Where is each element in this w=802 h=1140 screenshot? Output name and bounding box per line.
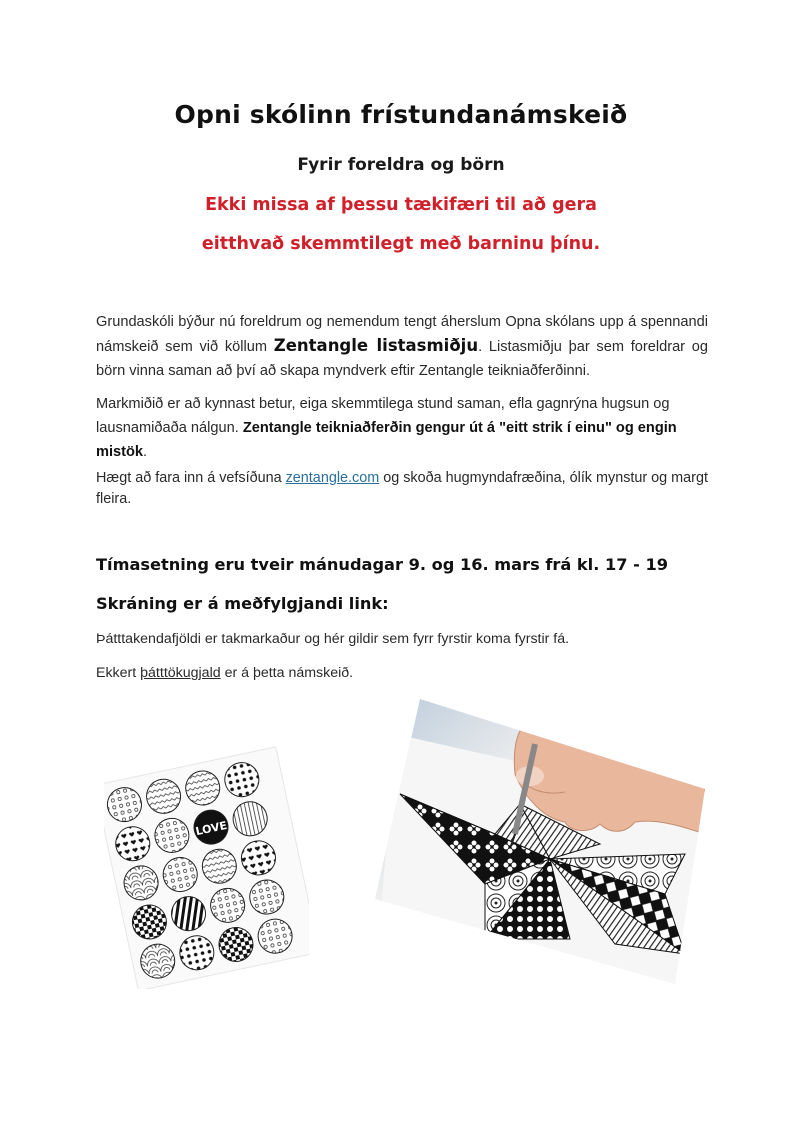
fee-note-text: Ekkert [96, 665, 141, 681]
fee-term: þátttökugjald [140, 665, 221, 681]
website-text: Hægt að fara inn á vefsíðuna [96, 470, 286, 486]
intro-text-end: . Listasmiðju þar sem foreldrar og börn vinna saman að því að skapa myndverk eftir Zentangle teikniaðferðinni. [96, 339, 708, 379]
fee-note-text-end: er á þetta námskeið. [220, 665, 354, 681]
love-text: LOVE [194, 818, 229, 839]
highlight-line-2: eitthvað skemmtilegt með barninu þínu. [201, 234, 601, 254]
fee-note [96, 665, 353, 681]
intro-paragraph [96, 310, 708, 383]
goals-text-end: . [143, 444, 148, 460]
method-bold-text: Zentangle teikniaðferðin gengur út á "eitt strik í einu" og engin mistök [96, 420, 677, 460]
goals-paragraph [96, 392, 708, 464]
schedule-heading: Tímasetning eru tveir mánudagar 9. og 16. mars frá kl. 17 - 19 [96, 555, 669, 574]
capacity-note: Þátttakendafjöldi er takmarkaður og hér gildir sem fyrr fyrstir koma fyrstir fá. [96, 631, 570, 647]
website-text-end: og skoða hugmyndafræðina, ólík mynstur og margt fleira. [96, 470, 708, 507]
intro-text: Grundaskóli býður nú foreldrum og nemendum tengt áherslum Opna skólans upp á spennandi námskeið sem við köllum [96, 314, 708, 355]
goals-text: Markmiðið er að kynnast betur, eiga skemmtilega stund saman, efla gagnrýna hugsun og lausnamiðaða nálgun. [96, 396, 670, 436]
zentangle-star-drawing-photo [375, 694, 705, 989]
website-paragraph [96, 468, 708, 510]
workshop-name: Zentangle listasmiðju [273, 336, 479, 355]
zentangle-link[interactable]: zentangle.com [285, 470, 380, 486]
highlight-line-1: Ekki missa af þessu tækifæri til að gera [205, 195, 597, 215]
page-title: Opni skólinn frístundanámskeið [174, 100, 628, 129]
registration-heading: Skráning er á meðfylgjandi link: [96, 594, 389, 613]
zentangle-circle-patterns-sheet [104, 744, 309, 989]
page-subtitle: Fyrir foreldra og börn [297, 155, 505, 175]
